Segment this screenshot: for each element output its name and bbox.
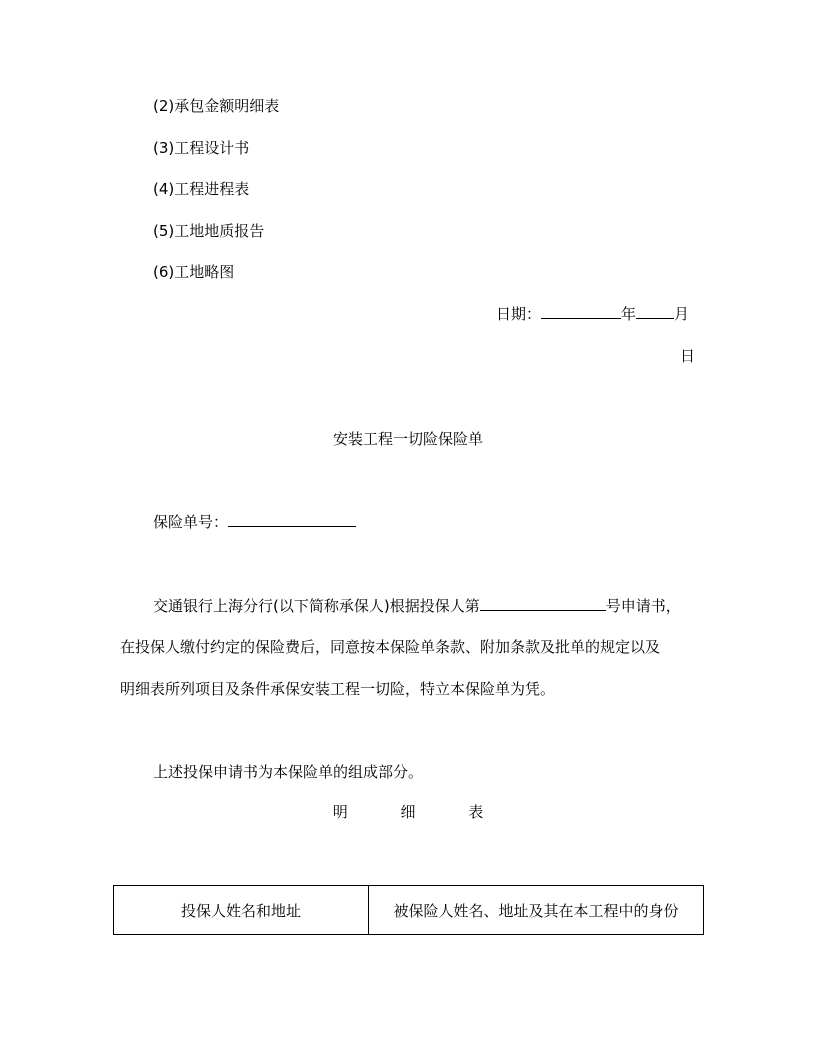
body-line-1-start: 交通银行上海分行(以下简称承保人)根据投保人第 [153,597,480,615]
detail-title-char: 细 [400,803,416,821]
attachment-item: (6)工地略图 [153,263,235,281]
table-row [114,886,704,935]
detail-title-char: 表 [468,803,484,821]
policy-number-label: 保险单号： [153,513,229,531]
year-label: 年 [621,305,637,323]
table-cell-applicant: 投保人姓名和地址 [114,886,369,935]
body-line-1-end: 号申请书， [605,597,681,615]
body-line-1 [153,596,681,616]
policy-number-blank [228,512,356,527]
detail-title [0,802,816,822]
body-line-2: 在投保人缴付约定的保险费后，同意按本保险单条款、附加条款及批单的规定以及 [120,638,661,656]
attachment-item: (5)工地地质报告 [153,222,265,240]
attachment-item: (4)工程进程表 [153,180,250,198]
month-blank [636,304,674,319]
body-line-3: 明细表所列项目及条件承保安装工程一切险，特立本保险单为凭。 [120,680,556,698]
attachment-item: (2)承包金额明细表 [153,97,280,115]
table-cell-insured: 被保险人姓名、地址及其在本工程中的身份 [369,886,704,935]
year-blank [541,304,621,319]
application-number-blank [480,596,606,611]
attachment-item: (3)工程设计书 [153,139,250,157]
date-label: 日期： [496,305,542,323]
policy-title: 安装工程一切险保险单 [332,430,483,448]
detail-title-char: 明 [332,803,348,821]
body-line-4: 上述投保申请书为本保险单的组成部分。 [153,763,424,781]
date-line [496,304,689,324]
month-label: 月 [674,305,690,323]
day-label: 日 [680,347,696,365]
policy-number-line [153,512,356,532]
detail-table [113,885,704,935]
